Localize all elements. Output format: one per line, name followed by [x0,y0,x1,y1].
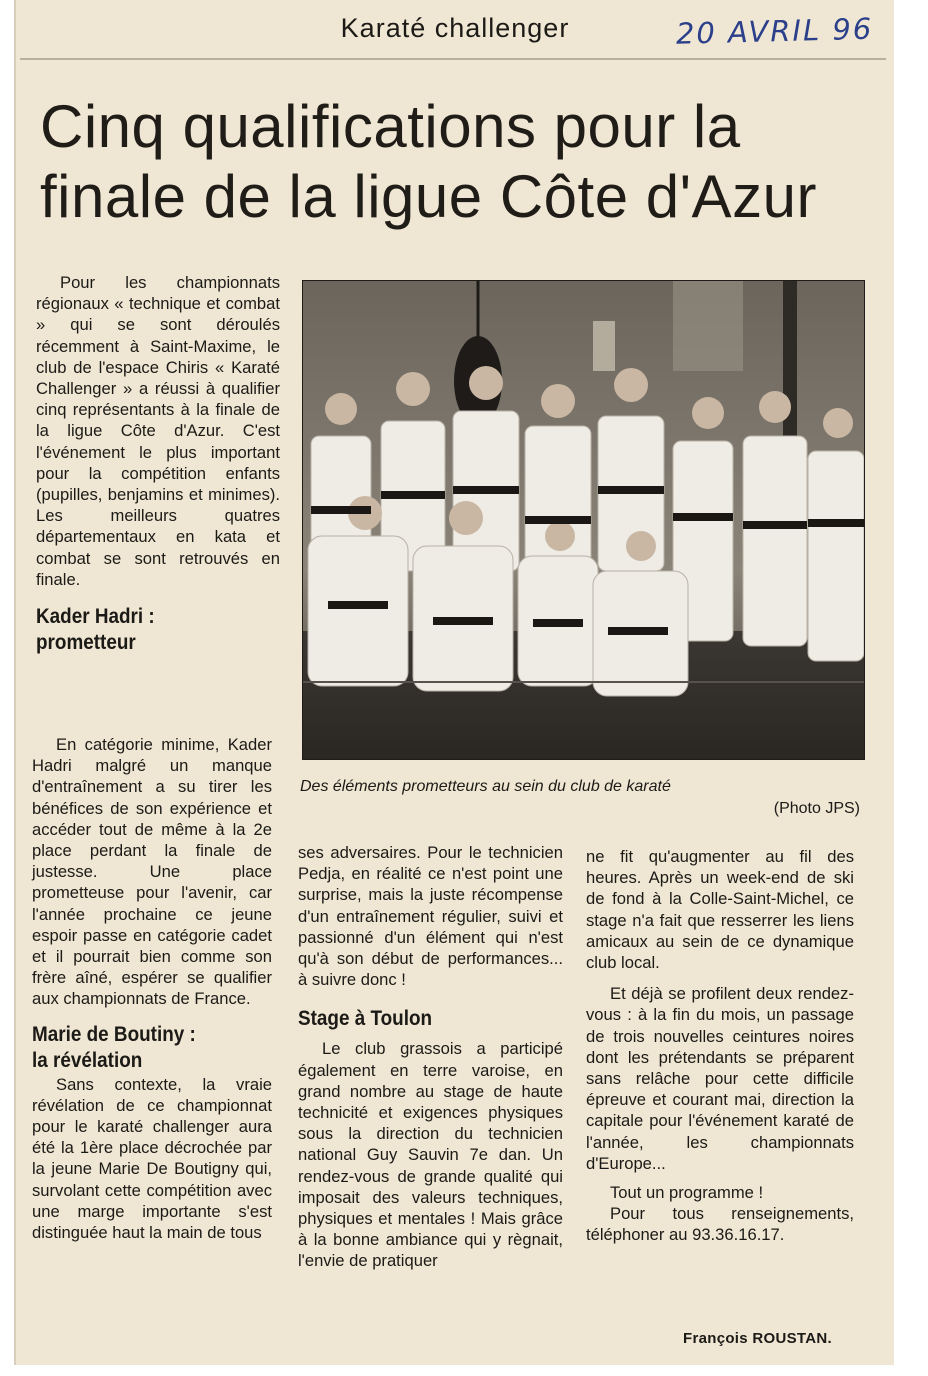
marie-subhead-1: Marie de Boutiny : [32,1022,196,1046]
photo-caption-block [300,776,860,820]
middle-column [298,842,563,1272]
kader-subhead-2: prometteur [36,631,136,655]
kader-paragraph: En catégorie minime, Kader Hadri malgré un manque d'entraînement a su tirer les bénéfices de son expérience et accéder tout de même à la 2e place perdant la finale de justesse. Une place prometteuse pour l'avenir, car l'année prochaine ce jeune espoir passe en catégorie cadet et il pourrait bien comme son frère aîné, espérer se qualifier aux championnats de France. [32,735,272,1009]
marie-subhead-2: la révélation [32,1048,143,1072]
karate-team-photo-image [303,281,865,760]
right-paragraph-2: Et déjà se profilent deux rendez-vous : à la fin du mois, un passage de trois nouvelles ceintures noires dont les prétendants se préparent sans relâche pour cette difficile épreuve et courant mai, direction la capitale pour l'événement karaté de l'année, les championnats d'Europe... [586,984,854,1173]
stage-toulon-subhead: Stage à Toulon [298,1007,433,1031]
left-column-lower [32,734,272,1243]
headline-line-1: Cinq qualifications pour la [40,93,741,160]
team-photo [302,280,865,760]
right-paragraph-4: Pour tous renseignements, téléphoner au 93.36.16.17. [586,1204,854,1245]
handwritten-date: 20 AVRIL 96 [675,11,874,51]
marie-paragraph: Sans contexte, la vraie révélation de ce championnat pour le karaté challenger aura été la 1ère place décrochée par la jeune Marie De Boutigny qui, survolant cette compétition avec une marge importante s'est distinguée haut la main de tous [32,1074,272,1243]
middle-paragraph: ses adversaires. Pour le technicien Pedja, en réalité ce n'est point une surprise, mais la juste récompense d'un entraînement régulier, suivi et passionné d'un élément qui n'est qu'à son début de performances... à suivre donc ! [298,843,563,990]
stage-toulon-paragraph: Le club grassois a participé également en terre varoise, en grand nombre au stage de haute technicité et exigences physiques sous la direction du technicien national Guy Sauvin 7e dan. Un rendez-vous de grande qualité qui imposait des valeurs techniques, physiques et mentales ! Mais grâce à la bonne ambiance qui y règnait, l'envie de pratiquer [298,1039,563,1271]
top-rule [20,58,886,60]
right-paragraph-3: Tout un programme ! [610,1183,764,1203]
photo-caption: Des éléments prometteurs au sein du club de karaté [300,778,671,795]
headline-line-2: finale de la ligue Côte d'Azur [40,163,817,230]
section-rubric: Karaté challenger [340,13,570,43]
kader-subhead-1: Kader Hadri : [36,605,155,629]
right-column [586,846,854,1246]
photo-credit: (Photo JPS) [773,800,860,817]
author-signature: François ROUSTAN. [682,1330,832,1347]
intro-paragraph: Pour les championnats régionaux « technique et combat » qui se sont déroulés récemment à Saint-Maxime, le club de l'espace Chiris « Karaté Challenger » a réussi à qualifier cinq représentants à la finale de la ligue Côte d'Azur. C'est l'événement le plus important pour la compétition enfants (pupilles, benjamins et minimes). Les meilleurs quatres départementaux en kata et combat se sont retrouvés en finale. [36,273,280,589]
right-paragraph-1: ne fit qu'augmenter au fil des heures. Après un week-end de ski de fond à la Colle-Saint-Michel, ce stage n'a fait que resserrer les liens amicaux au sein de ce dynamique club local. [586,847,854,973]
left-column [36,272,280,656]
headline [40,92,885,232]
